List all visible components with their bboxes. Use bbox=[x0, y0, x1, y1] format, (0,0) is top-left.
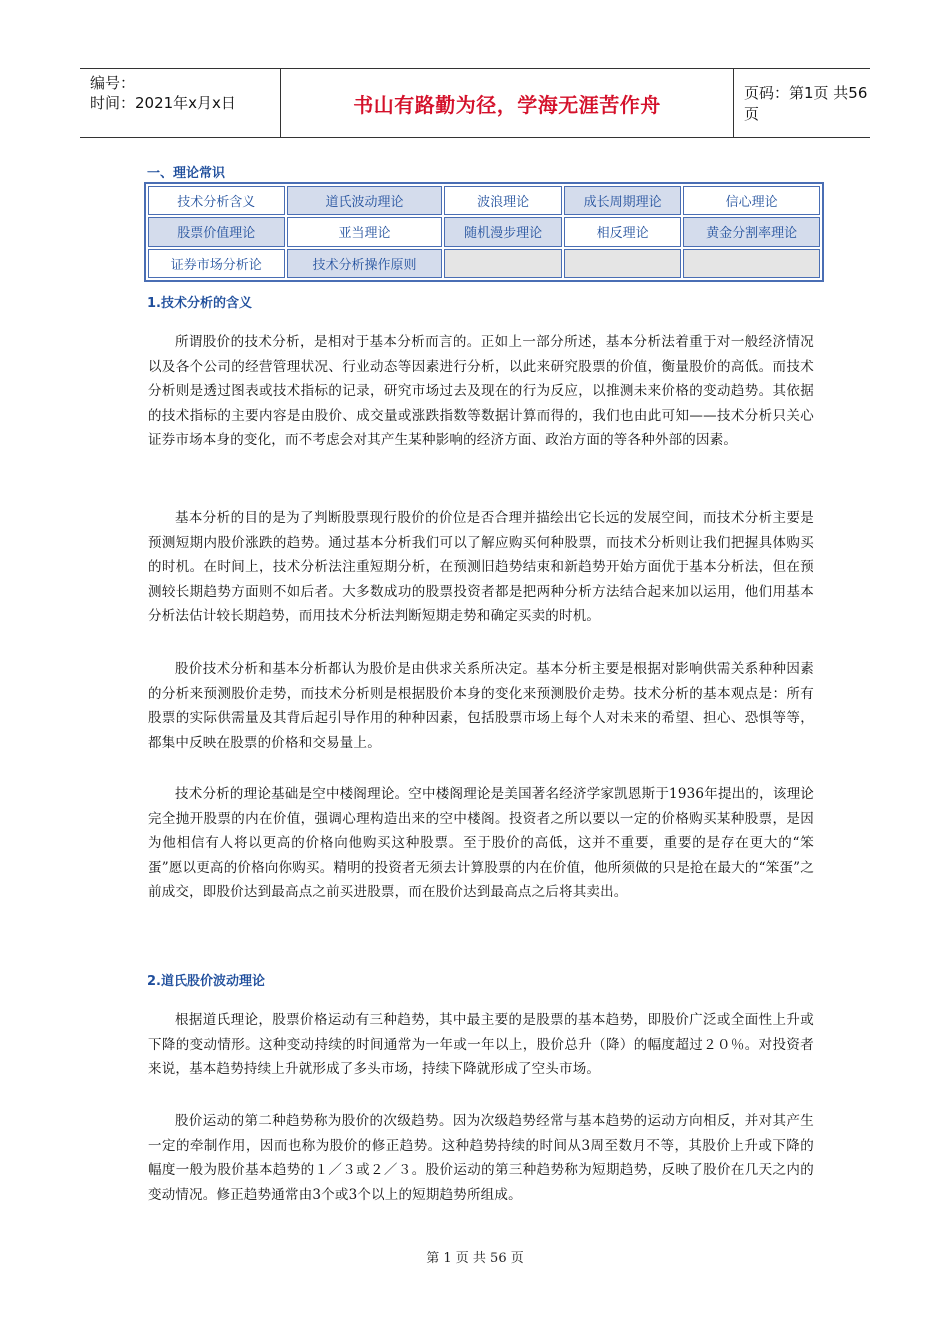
table-cell-empty bbox=[564, 249, 682, 278]
section-title: 一、理论常识 bbox=[147, 166, 226, 181]
header-motto: 书山有路勤为径，学海无涯苦作舟 bbox=[280, 69, 734, 137]
table-cell-empty bbox=[683, 249, 820, 278]
time-label: 时间：2021年x月x日 bbox=[90, 94, 236, 112]
table-row bbox=[148, 217, 820, 246]
table-cell-link[interactable]: 相反理论 bbox=[564, 217, 682, 246]
table-cell-empty bbox=[444, 249, 562, 278]
paragraph: 所谓股价的技术分析，是相对于基本分析而言的。正如上一部分所述，基本分析法着重于对一般经济情况以及各个公司的经营管理状况、行业动态等因素进行分析，以此来研究股票的价值，衡量股价的高低。而技术分析则是透过图表或技术指标的记录，研究市场过去及现在的行为反应，以推测未来价格的变动趋势。其依据的技术指标的主要内容是由股价、成交量或涨跌指数等数据计算而得的，我们也由此可知——技术分析只关心证券市场本身的变化，而不考虑会对其产生某种影响的经济方面、政治方面的等各种外部的因素。 bbox=[148, 334, 814, 448]
paragraph: 根据道氏理论，股票价格运动有三种趋势，其中最主要的是股票的基本趋势，即股价广泛或全面性上升或下降的变动情形。这种变动持续的时间通常为一年或一年以上，股价总升（降）的幅度超过２０％。对投资者来说，基本趋势持续上升就形成了多头市场，持续下降就形成了空头市场。 bbox=[148, 1012, 814, 1077]
table-cell-link[interactable]: 亚当理论 bbox=[287, 217, 443, 246]
table-cell-link[interactable]: 技术分析含义 bbox=[148, 186, 285, 215]
table-cell-link[interactable]: 证券市场分析论 bbox=[148, 249, 285, 278]
paragraph: 股价技术分析和基本分析都认为股价是由供求关系所决定。基本分析主要是根据对影响供需关系种种因素的分析来预测股价走势，而技术分析则是根据股价本身的变化来预测股价走势。技术分析的基本观点是：所有股票的实际供需量及其背后起引导作用的种种因素，包括股票市场上每个人对未来的希望、担心、恐惧等等，都集中反映在股票的价格和交易量上。 bbox=[148, 661, 814, 751]
table-cell-link[interactable]: 技术分析操作原则 bbox=[287, 249, 443, 278]
page-header bbox=[80, 68, 870, 138]
header-meta bbox=[80, 69, 280, 137]
table-cell-link[interactable]: 成长周期理论 bbox=[564, 186, 682, 215]
number-label: 编号： bbox=[90, 74, 136, 92]
table-cell-link[interactable]: 股票价值理论 bbox=[148, 217, 285, 246]
table-cell-link[interactable]: 黄金分割率理论 bbox=[683, 217, 820, 246]
paragraph: 基本分析的目的是为了判断股票现行股价的价位是否合理并描绘出它长远的发展空间，而技术分析主要是预测短期内股价涨跌的趋势。通过基本分析我们可以了解应购买何种股票，而技术分析则让我们把握具体购买的时机。在时间上，技术分析法注重短期分析，在预测旧趋势结束和新趋势开始方面优于基本分析法，但在预测较长期趋势方面则不如后者。大多数成功的股票投资者都是把两种分析方法结合起来加以运用，他们用基本分析法估计较长期趋势，而用技术分析法判断短期走势和确定买卖的时机。 bbox=[148, 510, 814, 624]
paragraph: 股价运动的第二种趋势称为股价的次级趋势。因为次级趋势经常与基本趋势的运动方向相反，并对其产生一定的牵制作用，因而也称为股价的修正趋势。这种趋势持续的时间从3周至数月不等，其股价上升或下降的幅度一般为股价基本趋势的１／３或２／３。股价运动的第三种趋势称为短期趋势，反映了股价在几天之内的变动情况。修正趋势通常由3个或3个以上的短期趋势所组成。 bbox=[148, 1113, 814, 1203]
heading-technical-analysis: 1.技术分析的含义 bbox=[147, 296, 252, 311]
header-page-info: 页码：第1页 共56页 bbox=[744, 84, 868, 123]
theory-table bbox=[144, 182, 824, 282]
table-row bbox=[148, 249, 820, 278]
heading-dow-theory: 2.道氏股价波动理论 bbox=[147, 974, 265, 989]
table-cell-link[interactable]: 波浪理论 bbox=[444, 186, 562, 215]
paragraph: 技术分析的理论基础是空中楼阁理论。空中楼阁理论是美国著名经济学家凯恩斯于1936年提出的，该理论完全抛开股票的内在价值，强调心理构造出来的空中楼阁。投资者之所以要以一定的价格购买某种股票，是因为他相信有人将以更高的价格向他购买这种股票。至于股价的高低，这并不重要，重要的是存在更大的“笨蛋”愿以更高的价格向你购买。精明的投资者无须去计算股票的内在价值，他所须做的只是抢在最大的“笨蛋”之前成交，即股价达到最高点之前买进股票，而在股价达到最高点之后将其卖出。 bbox=[148, 786, 814, 900]
table-cell-link[interactable]: 随机漫步理论 bbox=[444, 217, 562, 246]
page-footer: 第 1 页 共 56 页 bbox=[426, 1251, 524, 1266]
table-cell-link[interactable]: 信心理论 bbox=[683, 186, 820, 215]
table-row bbox=[148, 186, 820, 215]
table-cell-link[interactable]: 道氏波动理论 bbox=[287, 186, 443, 215]
